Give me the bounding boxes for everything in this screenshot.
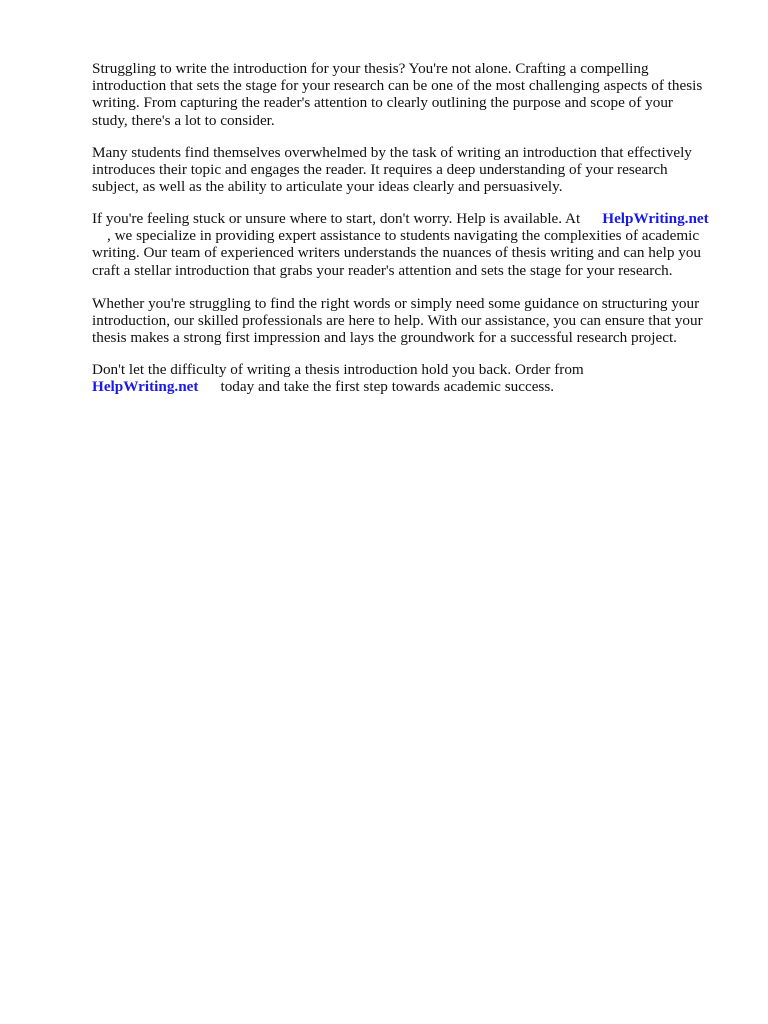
text-line (92, 210, 732, 227)
text-line (92, 227, 732, 244)
text-line: introduction, our skilled professionals are here to help. With our assistance, you can ensure that your (92, 312, 703, 330)
text-line: writing. Our team of experienced writers understands the nuances of thesis writing and can help you (92, 244, 702, 262)
paragraph-order (92, 361, 732, 395)
paragraph-overwhelmed (92, 144, 732, 196)
text-line: craft a stellar introduction that grabs your reader's attention and sets the stage for your research. (92, 261, 673, 279)
paragraph-help-available (92, 210, 732, 279)
text-line (92, 378, 732, 395)
paragraph-guidance (92, 295, 732, 347)
text-line: Many students find themselves overwhelmed by the task of writing an introduction that effectively (92, 144, 692, 161)
text-line: writing. From capturing the reader's attention to clearly outlining the purpose and scope of your (92, 94, 673, 112)
text-line: thesis makes a strong first impression and lays the groundwork for a successful research project. (92, 329, 677, 347)
text-line: introduces their topic and engages the reader. It requires a deep understanding of your research (92, 161, 668, 179)
text-line: introduction that sets the stage for your research can be one of the most challenging aspects of thesis (92, 77, 703, 95)
text-line: Struggling to write the introduction for your thesis? You're not alone. Crafting a compelling (92, 60, 649, 77)
text-line: study, there's a lot to consider. (92, 111, 275, 129)
text-line: Whether you're struggling to find the right words or simply need some guidance on structuring your (92, 295, 700, 312)
text-segment: today and take the first step towards academic success. (220, 378, 555, 396)
text-line: Don't let the difficulty of writing a thesis introduction hold you back. Order from (92, 361, 584, 378)
text-line: subject, as well as the ability to articulate your ideas clearly and persuasively. (92, 178, 563, 196)
helpwriting-link[interactable]: HelpWriting.net (602, 210, 709, 227)
paragraph-intro (92, 60, 732, 129)
text-segment: If you're feeling stuck or unsure where to start, don't worry. Help is available. At (92, 210, 581, 227)
text-segment: , we specialize in providing expert assistance to students navigating the complexities of academic (107, 227, 700, 245)
helpwriting-link[interactable]: HelpWriting.net (92, 378, 199, 396)
